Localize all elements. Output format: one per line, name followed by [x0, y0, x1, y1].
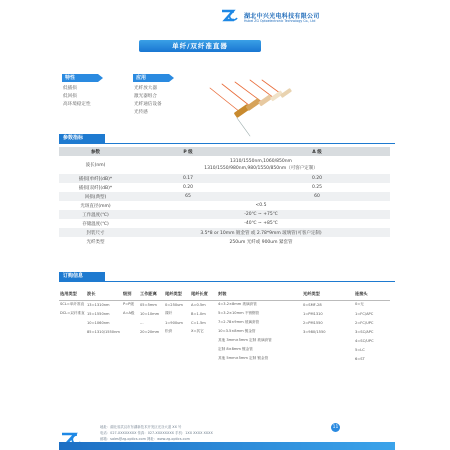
specs-tag: 参数指标 [59, 134, 105, 143]
applications-tag: 应用 [133, 74, 169, 82]
order-cell: 其他 5mm×5mm 定制 镀金管 [218, 356, 269, 360]
specs-value-merged: -40℃ ~ +85℃ [244, 221, 278, 226]
order-row [59, 354, 390, 363]
order-header-cell: 尾纤类型 [164, 289, 190, 300]
order-cell: 0=250um [165, 302, 183, 307]
order-cell [86, 336, 122, 345]
specs-param: 光斑直径(mm) [80, 203, 111, 209]
specs-row [59, 174, 390, 183]
order-row [59, 300, 390, 309]
company-name-en: Hubei ZG Optoelectronic Technology Co., Ltd [244, 19, 316, 23]
specs-value-a: 0.20 [244, 174, 390, 183]
order-body [59, 300, 390, 363]
order-header-cell: 工作距离 [139, 289, 164, 300]
company-name-cn: 湖北中兴光电科技有限公司 [244, 13, 320, 20]
order-cell: SCL=单纤准直 [60, 302, 85, 307]
order-cell [59, 345, 86, 354]
order-cell [59, 354, 86, 363]
order-cell: 4=SC/UPC [355, 338, 374, 343]
order-row [59, 318, 390, 327]
order-cell: 定制 8×8mm 镀金管 [218, 347, 253, 351]
features-item: 低回损 [63, 94, 77, 99]
order-cell [122, 318, 139, 327]
features-tag: 特性 [62, 74, 98, 82]
order-cell: A=0.5m [191, 302, 206, 307]
order-cell [190, 345, 217, 354]
specs-header-cell: P 级 [132, 147, 244, 156]
order-cell: 6=ST [355, 356, 365, 361]
specs-param: 工作温度(℃) [59, 210, 132, 219]
order-cell: 15=1550nm [87, 311, 110, 316]
order-cell: 2=FC/UPC [355, 320, 374, 325]
applications-item: 激光器组合 [134, 94, 157, 99]
specs-wavelength-value [132, 156, 390, 174]
specs-param: 插损[双纤](dB)* [78, 185, 113, 191]
order-header-cell: 波长 [86, 289, 122, 300]
order-cell: 10=10mm [140, 311, 160, 316]
footer-contact: 电话：027-XXXXXXXX 传真：027-XXXXXXXX 手机：1XX XXXX XXXX [100, 431, 213, 435]
footer-bar [59, 442, 395, 450]
specs-value-merged: 250um 光纤或 900um 紧套管 [229, 239, 293, 245]
order-cell: 5=3.2×10mm 不锈钢管 [218, 311, 260, 315]
order-cell: 4=3.2×8mm 玻璃套管 [218, 302, 257, 307]
features-item: 低插损 [63, 86, 77, 91]
specs-value-p: 0.17 [132, 174, 244, 183]
applications-item: 光纤放大器 [134, 86, 157, 91]
page-number: 11 [332, 425, 339, 430]
specs-value-p: 65 [132, 192, 244, 201]
footer-web: 邮箱：sales@zg-optics.com 网址：www.zg-optics.com [100, 437, 190, 441]
order-cell: 20=20mm [140, 329, 160, 334]
order-cell: X=其它 [191, 329, 204, 333]
order-cell [190, 354, 217, 363]
order-cell [302, 345, 354, 354]
order-cell: 1=FC/APC [355, 311, 374, 316]
order-cell [122, 327, 139, 336]
specs-row [59, 183, 390, 192]
specs-value-a: 60 [244, 192, 390, 201]
order-cell [122, 336, 139, 345]
features-item: 高环境稳定性 [63, 102, 91, 107]
order-row [59, 327, 390, 336]
order-cell [86, 345, 122, 354]
order-cell [164, 345, 190, 354]
order-cell [122, 354, 139, 363]
order-row [59, 336, 390, 345]
order-cell: C=1.5m [191, 320, 206, 325]
order-cell [59, 336, 86, 345]
order-cell [302, 354, 354, 363]
applications-item: 光纤通信设备 [134, 102, 162, 107]
applications-list [134, 85, 162, 117]
order-cell: 裸纤 [165, 311, 173, 315]
specs-divider [59, 143, 395, 144]
specs-param: 回损(典型) [59, 192, 132, 201]
order-cell [164, 336, 190, 345]
specs-header-row [59, 147, 390, 156]
order-header-cell: 尾纤长度 [190, 289, 217, 300]
specs-param: 波长(nm) [85, 162, 106, 168]
order-cell: 05=5mm [140, 302, 157, 307]
page-title: 单纤/双纤准直器 [139, 40, 261, 52]
order-cell: 3=980/1550 [303, 329, 326, 334]
specs-row [59, 237, 390, 246]
order-cell [139, 345, 164, 354]
specs-header-cell: A 级 [244, 147, 390, 156]
order-cell [139, 354, 164, 363]
order-cell [122, 345, 139, 354]
order-header-row [59, 289, 390, 300]
specs-row [59, 210, 390, 219]
specs-param: 插损[单纤](dB)* [59, 174, 132, 183]
specs-value-merged: -20℃ ~ +75℃ [132, 210, 390, 219]
specs-row [59, 201, 390, 210]
order-cell: 1=900um [165, 320, 183, 325]
order-tag: 订购信息 [59, 272, 105, 281]
specs-row [59, 192, 390, 201]
order-cell [139, 336, 164, 345]
order-cell: DCL=双纤准直 [60, 311, 85, 315]
order-cell: 13=1310nm [87, 302, 110, 307]
order-cell: 0=SMF-28 [303, 302, 322, 307]
specs-value-p: 0.20 [182, 185, 194, 190]
company-logo-icon [221, 9, 239, 23]
specs-param: 封装尺寸 [59, 228, 132, 237]
features-list [63, 85, 91, 109]
footer-address: 地址：湖北省武汉市东湖新技术开发区光谷大道 XX 号 [100, 425, 182, 429]
specs-row [59, 228, 390, 237]
order-cell: 3=SC/APC [355, 329, 374, 334]
order-cell: 1=PM1310 [303, 311, 323, 316]
order-header-cell: 连接头 [354, 289, 390, 300]
specs-value-merged: 3.5*8 or 10mm 镀金管 或 2.78*9mm 玻璃管(可客户定制) [132, 228, 390, 237]
order-cell: A=A级 [123, 311, 135, 315]
order-cell: 7=2.78×9mm 玻璃套管 [218, 320, 260, 324]
specs-param: 存储温度(℃) [82, 221, 109, 227]
order-cell: 松套 [165, 329, 173, 333]
order-cell: 10=3.5×8mm 镀金管 [218, 329, 256, 333]
order-divider [59, 281, 395, 282]
order-cell: 0=无 [355, 302, 364, 307]
specs-row [59, 219, 390, 228]
order-cell: 2=PM1550 [303, 320, 323, 325]
order-cell: 其他 3mm×5mm 定制 玻璃套管 [218, 338, 272, 342]
order-header-cell: 选用类型 [59, 289, 86, 300]
order-cell: 85=1310/1550nm [87, 329, 120, 334]
order-cell [302, 336, 354, 345]
specs-row [59, 156, 390, 174]
specs-value-merged: <0.5 [255, 203, 267, 208]
specs-table [59, 147, 390, 246]
applications-item: 光传感 [134, 110, 148, 115]
order-row [59, 345, 390, 354]
specs-header-cell: 参数 [59, 147, 132, 156]
order-header-cell: 级别 [122, 289, 139, 300]
order-cell [164, 354, 190, 363]
order-cell [190, 336, 217, 345]
order-table [59, 289, 390, 363]
collimator-product-image [200, 78, 300, 140]
specs-wavelength-line: 1310/1550nm,1060/850nm [230, 159, 292, 164]
specs-value-a: 0.25 [311, 185, 323, 190]
order-cell [59, 327, 86, 336]
order-cell: … [140, 320, 144, 325]
order-cell [59, 318, 86, 327]
order-header-cell: 光纤类型 [302, 289, 354, 300]
order-header-cell: 封装 [217, 289, 302, 300]
order-cell [86, 354, 122, 363]
specs-wavelength-line: 1310/1550/980nm,980/1550/850nm（可客户定制） [204, 166, 318, 171]
specs-param: 光纤类型 [86, 239, 105, 245]
order-cell: 10=1060nm [87, 320, 110, 325]
order-cell: 5=LC [355, 347, 365, 352]
order-row [59, 309, 390, 318]
order-cell: P=P级 [123, 302, 134, 307]
order-cell: B=1.0m [191, 311, 206, 316]
